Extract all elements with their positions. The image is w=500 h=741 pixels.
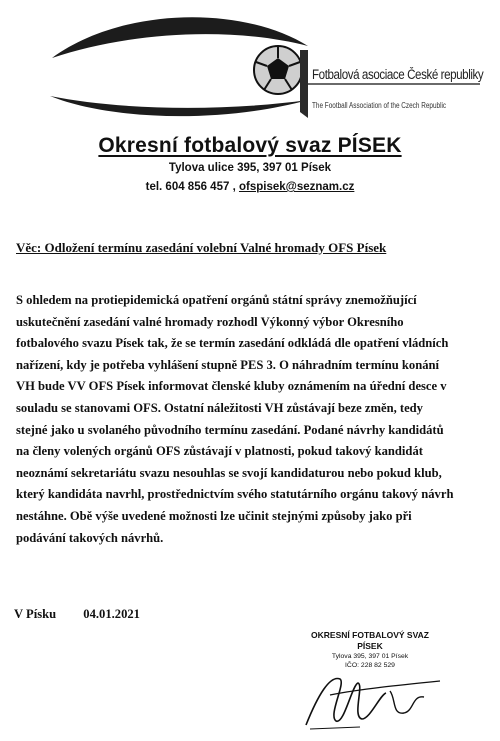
logo-subtitle: The Football Association of the Czech Republic: [312, 101, 447, 110]
org-address: Tylova ulice 395, 397 01 Písek: [168, 162, 332, 174]
logo-title: Fotbalová asociace České republiky: [312, 67, 484, 82]
stamp-city: PÍSEK: [357, 641, 383, 651]
body-line: nařízení, kdy je potřeba vyhlášení stupně PES 3. O náhradním termínu konání: [16, 357, 440, 372]
org-contact: [0, 181, 500, 193]
body-line: nestáhne. Obě výše uvedené možnosti lze učinit stejnými způsoby jako při: [16, 508, 412, 523]
stamp-org: OKRESNÍ FOTBALOVÝ SVAZ: [311, 630, 429, 640]
org-phone: tel. 604 856 457 ,: [145, 181, 236, 193]
body-line: podávání takových návrhů.: [16, 530, 164, 545]
body-line: souladu se stanovami OFS. Ostatní náležitosti VH zůstávají beze změn, tedy: [16, 400, 423, 415]
org-name: Okresní fotbalový svaz PÍSEK: [98, 134, 402, 157]
body-line: VH bude VV OFS Písek informovat členské kluby oznámením na úřední desce v: [16, 379, 447, 394]
org-email-link[interactable]: ofspisek@seznam.cz: [238, 181, 355, 193]
subject-line: Věc: Odložení termínu zasedání volební Valné hromady OFS Písek: [16, 240, 387, 255]
body-line: na členy volených orgánů OFS zůstávají v platnosti, pokud takový kandidát: [16, 444, 423, 459]
body-line: neoznámí sekretariátu svazu nesouhlas se svojí kandidaturou nebo pokud klub,: [16, 465, 442, 480]
facr-logo: [0, 0, 500, 130]
stamp-ico: IČO: 228 82 529: [345, 662, 395, 669]
body-line: který kandidáta navrhl, prostřednictvím svého statutárního orgánu takový návrh: [16, 487, 454, 502]
date: 04.01.2021: [83, 607, 140, 621]
body-line: stejné jako u svolaného původního termínu zasedání. Podané návrhy kandidátů: [16, 422, 444, 437]
body-line: S ohledem na protiepidemická opatření orgánů státní správy znemožňující: [16, 293, 417, 307]
signature-icon: [300, 655, 450, 735]
letter-body: [16, 290, 453, 549]
body-line: uskutečnění zasedání valné hromady rozhodl Výkonný výbor Okresního: [16, 314, 404, 329]
body-line: fotbalového svazu Písek tak, že se termín zasedání odkládá dle opatření vládních: [16, 336, 449, 351]
stamp-address: Tylova 395, 397 01 Písek: [331, 653, 409, 660]
place-date: [14, 607, 140, 622]
place: V Písku: [14, 607, 57, 621]
logo-swoosh-bottom: [50, 96, 308, 116]
